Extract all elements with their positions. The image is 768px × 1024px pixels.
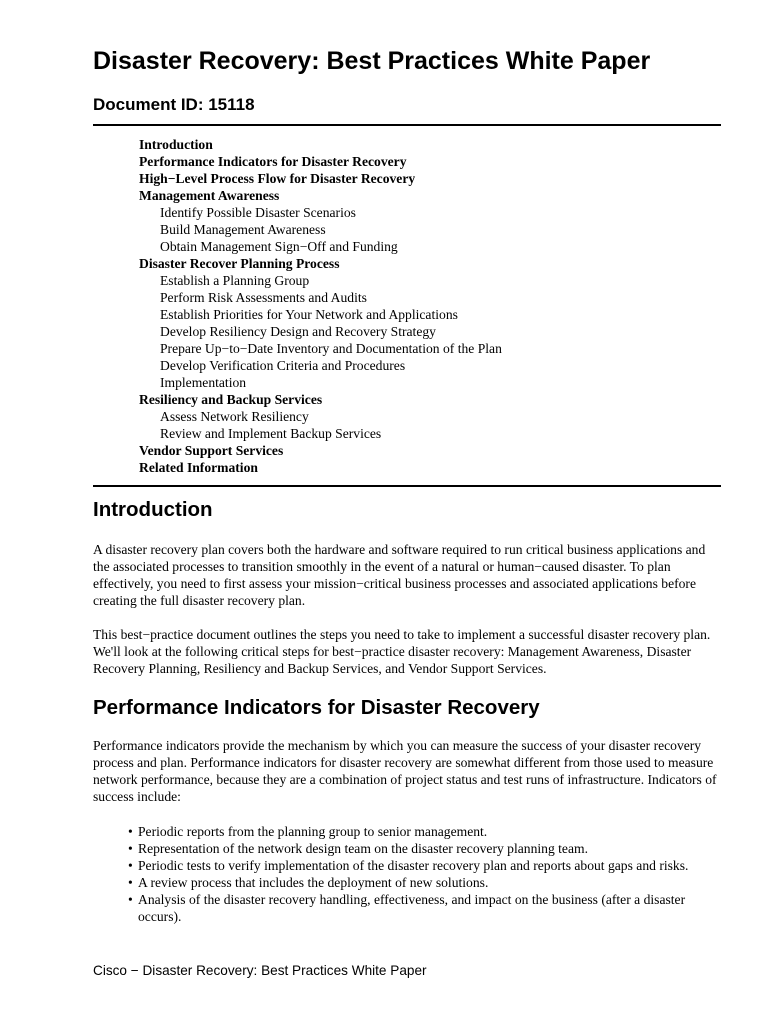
- bullet-icon: •: [128, 858, 133, 873]
- introduction-heading: Introduction: [93, 498, 213, 521]
- divider-bottom: [93, 485, 721, 487]
- toc-item[interactable]: Vendor Support Services: [139, 443, 284, 458]
- toc-item[interactable]: Introduction: [139, 137, 213, 152]
- list-item-text: Periodic tests to verify implementation of the disaster recovery plan and reports about gaps and risks.: [138, 858, 689, 873]
- list-item-text: Representation of the network design team on the disaster recovery planning team.: [138, 841, 588, 856]
- performance-heading: Performance Indicators for Disaster Recovery: [93, 696, 540, 719]
- introduction-paragraph-2: This best−practice document outlines the steps you need to take to implement a successful disaster recovery plan. We'll look at the following critical steps for best−practice disaster recovery: Management Awareness, Disaster Recovery Planning, Resiliency and Backup Services, and Vendor Support Services.: [93, 627, 711, 676]
- indicators-list: [128, 823, 718, 925]
- toc-item[interactable]: Related Information: [139, 460, 258, 475]
- bullet-icon: •: [128, 892, 133, 907]
- list-item: [128, 874, 718, 891]
- toc-item[interactable]: High−Level Process Flow for Disaster Recovery: [139, 171, 416, 186]
- toc-item[interactable]: Implementation: [160, 375, 247, 390]
- toc-item[interactable]: Perform Risk Assessments and Audits: [160, 290, 367, 305]
- toc-item[interactable]: Management Awareness: [139, 188, 280, 203]
- toc-item[interactable]: Review and Implement Backup Services: [160, 426, 382, 441]
- toc-item[interactable]: Performance Indicators for Disaster Recovery: [139, 154, 407, 169]
- toc-item[interactable]: Develop Resiliency Design and Recovery Strategy: [160, 324, 436, 339]
- toc-item[interactable]: Resiliency and Backup Services: [139, 392, 323, 407]
- table-of-contents: [139, 136, 502, 476]
- document-id: Document ID: 15118: [93, 95, 255, 114]
- bullet-icon: •: [128, 824, 133, 839]
- toc-item[interactable]: Disaster Recover Planning Process: [139, 256, 340, 271]
- toc-item[interactable]: Establish a Planning Group: [160, 273, 310, 288]
- introduction-paragraph-1: A disaster recovery plan covers both the hardware and software required to run critical business applications and the associated processes to transition smoothly in the event of a natural or human−caused disaster. To plan effectively, you need to first assess your mission−critical business processes and associated applications before creating the full disaster recovery plan.: [93, 542, 706, 608]
- toc-item[interactable]: Develop Verification Criteria and Procedures: [160, 358, 406, 373]
- list-item: [128, 823, 718, 840]
- document-title: Disaster Recovery: Best Practices White Paper: [93, 47, 651, 75]
- bullet-icon: •: [128, 841, 133, 856]
- toc-item[interactable]: Prepare Up−to−Date Inventory and Documentation of the Plan: [160, 341, 502, 356]
- page-footer: Cisco − Disaster Recovery: Best Practices White Paper: [93, 963, 427, 978]
- list-item-text: Periodic reports from the planning group to senior management.: [138, 824, 488, 839]
- divider-top: [93, 124, 721, 126]
- toc-item[interactable]: Obtain Management Sign−Off and Funding: [160, 239, 398, 254]
- bullet-icon: •: [128, 875, 133, 890]
- list-item: [128, 857, 718, 874]
- toc-item[interactable]: Build Management Awareness: [160, 222, 326, 237]
- toc-item[interactable]: Establish Priorities for Your Network and Applications: [160, 307, 458, 322]
- list-item-text: Analysis of the disaster recovery handling, effectiveness, and impact on the business (after a disaster occurs).: [138, 892, 686, 924]
- toc-item[interactable]: Assess Network Resiliency: [160, 409, 309, 424]
- list-item: [128, 840, 718, 857]
- list-item-text: A review process that includes the deployment of new solutions.: [138, 875, 489, 890]
- list-item: [128, 891, 718, 925]
- toc-item[interactable]: Identify Possible Disaster Scenarios: [160, 205, 356, 220]
- performance-paragraph: Performance indicators provide the mechanism by which you can measure the success of your disaster recovery process and plan. Performance indicators for disaster recovery are somewhat different from those used to measure network performance, because they are a combination of project status and test runs of infrastructure. Indicators of success include:: [93, 738, 717, 804]
